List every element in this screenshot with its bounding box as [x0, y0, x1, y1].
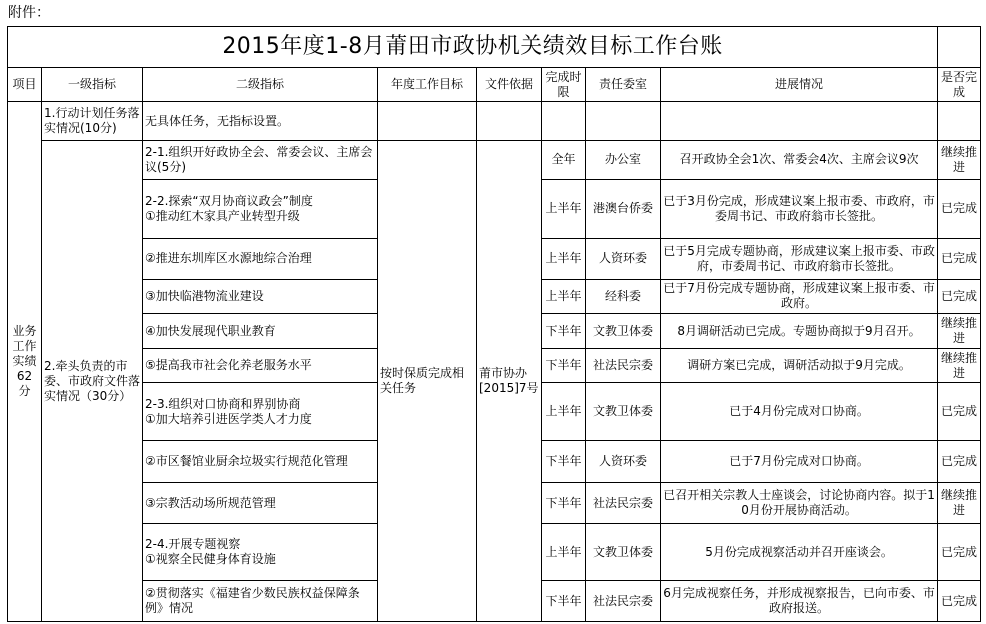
row-done: 继续推进 — [938, 141, 981, 180]
row-committee: 人资环委 — [586, 238, 661, 279]
row-committee: 文教卫体委 — [586, 524, 661, 581]
row-level2: 2-2.探索“双月协商议政会”制度 ①推动红木家具产业转型升级 — [143, 179, 378, 238]
row-done: 已完成 — [938, 279, 981, 314]
row-committee: 社法民宗委 — [586, 348, 661, 383]
basis-cell: 莆市协办[2015]7号 — [477, 141, 542, 622]
attachment-label: 附件： — [8, 5, 50, 21]
row-progress: 已召开相关宗教人士座谈会，讨论协商内容。拟于10月份开展协商活动。 — [661, 483, 938, 524]
row-done: 已完成 — [938, 238, 981, 279]
table-row — [8, 102, 981, 141]
header-level1: 一级指标 — [42, 67, 143, 102]
row-level2: ③宗教活动场所规范管理 — [143, 483, 378, 524]
header-row — [8, 67, 981, 102]
row-level2: 2-1.组织开好政协全会、常委会议、主席会议(5分) — [143, 141, 378, 180]
header-project: 项目 — [8, 67, 42, 102]
row-level2: 2-4.开展专题视察 ①视察全民健身体育设施 — [143, 524, 378, 581]
row-progress: 5月份完成视察活动并召开座谈会。 — [661, 524, 938, 581]
ledger-table — [7, 26, 981, 622]
row-level2: 2-3.组织对口协商和界别协商 ①加大培养引进医学类人才力度 — [143, 383, 378, 440]
row-done: 已完成 — [938, 440, 981, 483]
row-level2: ④加快发展现代职业教育 — [143, 314, 378, 349]
row-committee: 港澳台侨委 — [586, 179, 661, 238]
blank-cell — [586, 102, 661, 141]
row-deadline: 下半年 — [542, 314, 586, 349]
row-progress: 已于7月份完成对口协商。 — [661, 440, 938, 483]
table-row — [8, 141, 981, 180]
blank-cell — [378, 102, 477, 141]
row-deadline: 下半年 — [542, 440, 586, 483]
header-done: 是否完成 — [938, 67, 981, 102]
row-deadline: 上半年 — [542, 238, 586, 279]
row-progress: 调研方案已完成，调研活动拟于9月完成。 — [661, 348, 938, 383]
row-committee: 社法民宗委 — [586, 581, 661, 622]
row-committee: 人资环委 — [586, 440, 661, 483]
row-progress: 已于3月份完成，形成建议案上报市委、市政府，市委周书记、市政府翁市长签批。 — [661, 179, 938, 238]
row-progress: 已于5月完成专题协商，形成建议案上报市委、市政府，市委周书记、市政府翁市长签批。 — [661, 238, 938, 279]
row-deadline: 上半年 — [542, 279, 586, 314]
project-cell: 业务工作实绩62分 — [8, 102, 42, 622]
row-deadline: 全年 — [542, 141, 586, 180]
header-committee: 责任委室 — [586, 67, 661, 102]
row1-level2: 无具体任务，无指标设置。 — [143, 102, 378, 141]
row-progress: 已于7月份完成专题协商，形成建议案上报市委、市政府。 — [661, 279, 938, 314]
header-deadline: 完成时限 — [542, 67, 586, 102]
header-level2: 二级指标 — [143, 67, 378, 102]
annual-target-cell: 按时保质完成相关任务 — [378, 141, 477, 622]
row-level2: ③加快临港物流业建设 — [143, 279, 378, 314]
row-committee: 文教卫体委 — [586, 314, 661, 349]
row-done: 继续推进 — [938, 348, 981, 383]
row-progress: 已于4月份完成对口协商。 — [661, 383, 938, 440]
row-level2: ②市区餐馆业厨余垃圾实行规范化管理 — [143, 440, 378, 483]
level1-item2: 2.牵头负责的市委、市政府文件落实情况（30分） — [42, 141, 143, 622]
row-done: 已完成 — [938, 179, 981, 238]
header-annual-target: 年度工作目标 — [378, 67, 477, 102]
page-title: 2015年度1-8月莆田市政协机关绩效目标工作台账 — [8, 27, 938, 68]
title-blank-cell — [938, 27, 981, 68]
header-progress: 进展情况 — [661, 67, 938, 102]
row-progress: 8月调研活动已完成。专题协商拟于9月召开。 — [661, 314, 938, 349]
row-done: 已完成 — [938, 581, 981, 622]
row-deadline: 上半年 — [542, 524, 586, 581]
row-done: 已完成 — [938, 383, 981, 440]
row-deadline: 上半年 — [542, 383, 586, 440]
header-basis: 文件依据 — [477, 67, 542, 102]
row-deadline: 下半年 — [542, 483, 586, 524]
row-level2: ⑤提高我市社会化养老服务水平 — [143, 348, 378, 383]
row-deadline: 下半年 — [542, 348, 586, 383]
row-committee: 文教卫体委 — [586, 383, 661, 440]
row-committee: 办公室 — [586, 141, 661, 180]
row-deadline: 上半年 — [542, 179, 586, 238]
blank-cell — [661, 102, 938, 141]
row-progress: 6月完成视察任务，并形成视察报告，已向市委、市政府报送。 — [661, 581, 938, 622]
row-level2: ②贯彻落实《福建省少数民族权益保障条例》情况 — [143, 581, 378, 622]
level1-item1: 1.行动计划任务落实情况(10分) — [42, 102, 143, 141]
row-progress: 召开政协全会1次、常委会4次、主席会议9次 — [661, 141, 938, 180]
blank-cell — [542, 102, 586, 141]
row-done: 已完成 — [938, 524, 981, 581]
row-deadline: 下半年 — [542, 581, 586, 622]
row-committee: 经科委 — [586, 279, 661, 314]
row-done: 继续推进 — [938, 483, 981, 524]
row-level2: ②推进东圳库区水源地综合治理 — [143, 238, 378, 279]
row-done: 继续推进 — [938, 314, 981, 349]
blank-cell — [477, 102, 542, 141]
row-committee: 社法民宗委 — [586, 483, 661, 524]
blank-cell — [938, 102, 981, 141]
